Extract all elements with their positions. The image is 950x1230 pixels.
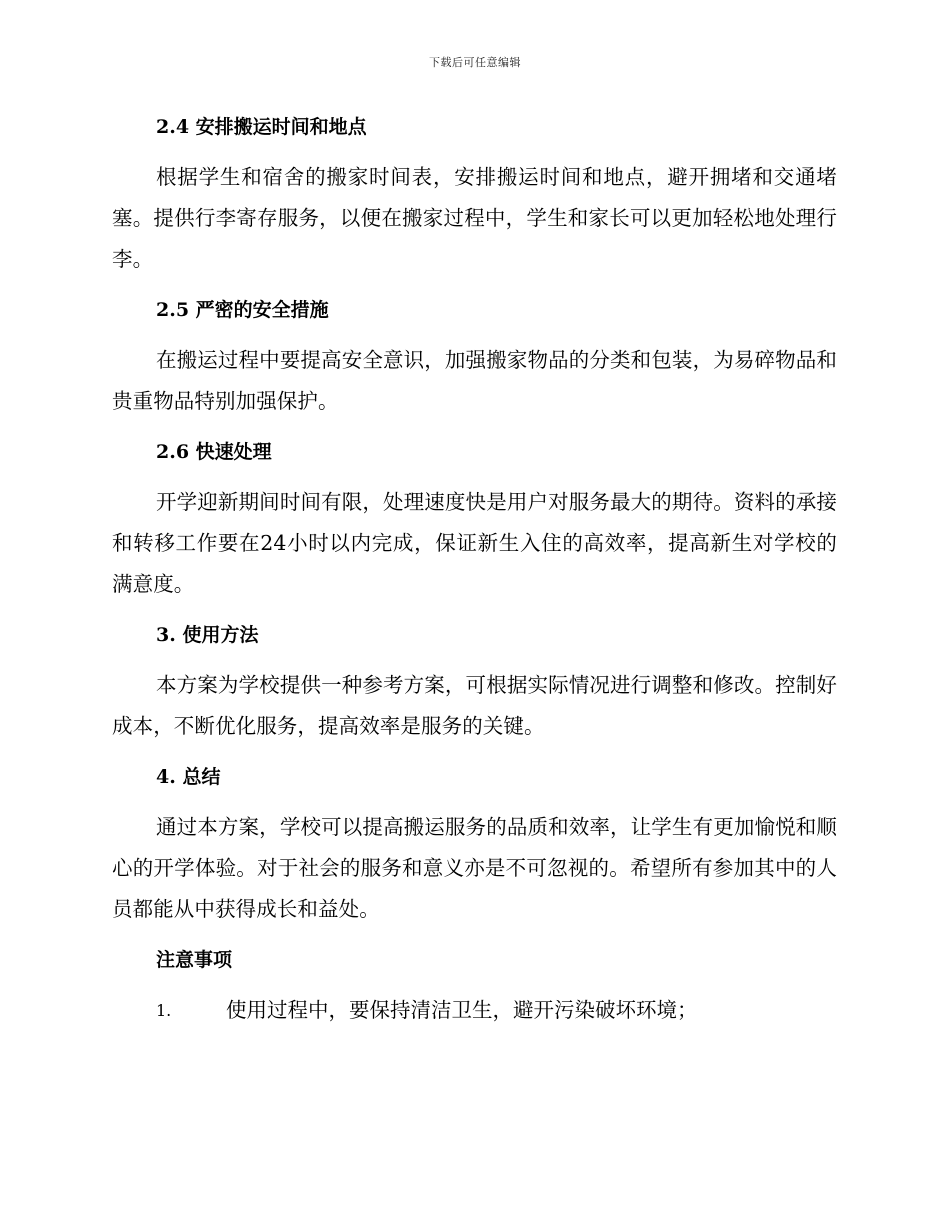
section-heading: 2.6 快速处理 — [156, 441, 272, 463]
section-paragraph: 本方案为学校提供一种参考方案，可根据实际情况进行调整和修改。控制好成本，不断优化服务，提高效率是服务的关键。 — [112, 673, 837, 738]
section-paragraph: 在搬运过程中要提高安全意识，加强搬家物品的分类和包装，为易碎物品和贵重物品特别加强保护。 — [112, 348, 837, 413]
list-item-number: 1. — [156, 1001, 172, 1020]
document-body — [112, 112, 837, 1031]
notes-section — [112, 945, 837, 1031]
section-paragraph: 通过本方案，学校可以提高搬运服务的品质和效率，让学生有更加愉悦和顺心的开学体验。对于社会的服务和意义亦是不可忽视的。希望所有参加其中的人员都能从中获得成长和益处。 — [112, 815, 837, 921]
section-paragraph: 开学迎新期间时间有限，处理速度快是用户对服务最大的期待。资料的承接和转移工作要在24小时以内完成，保证新生入住的高效率，提高新生对学校的满意度。 — [112, 490, 837, 596]
section-4 — [112, 762, 837, 930]
section-3 — [112, 620, 837, 747]
section-heading: 2.4 安排搬运时间和地点 — [156, 116, 367, 138]
section-heading: 2.5 严密的安全措施 — [156, 299, 329, 321]
section-heading: 4. 总结 — [156, 766, 221, 788]
section-2-6 — [112, 437, 837, 605]
section-2-4 — [112, 112, 837, 280]
section-2-5 — [112, 295, 837, 422]
section-heading: 3. 使用方法 — [156, 624, 259, 646]
list-item — [112, 990, 837, 1031]
list-item-text: 使用过程中，要保持清洁卫生，避开污染破坏环境； — [226, 998, 698, 1022]
section-paragraph: 根据学生和宿舍的搬家时间表，安排搬运时间和地点，避开拥堵和交通堵塞。提供行李寄存服务，以便在搬家过程中，学生和家长可以更加轻松地处理行李。 — [112, 165, 837, 271]
header-note: 下载后可任意编辑 — [429, 56, 521, 69]
notes-heading: 注意事项 — [156, 949, 233, 971]
